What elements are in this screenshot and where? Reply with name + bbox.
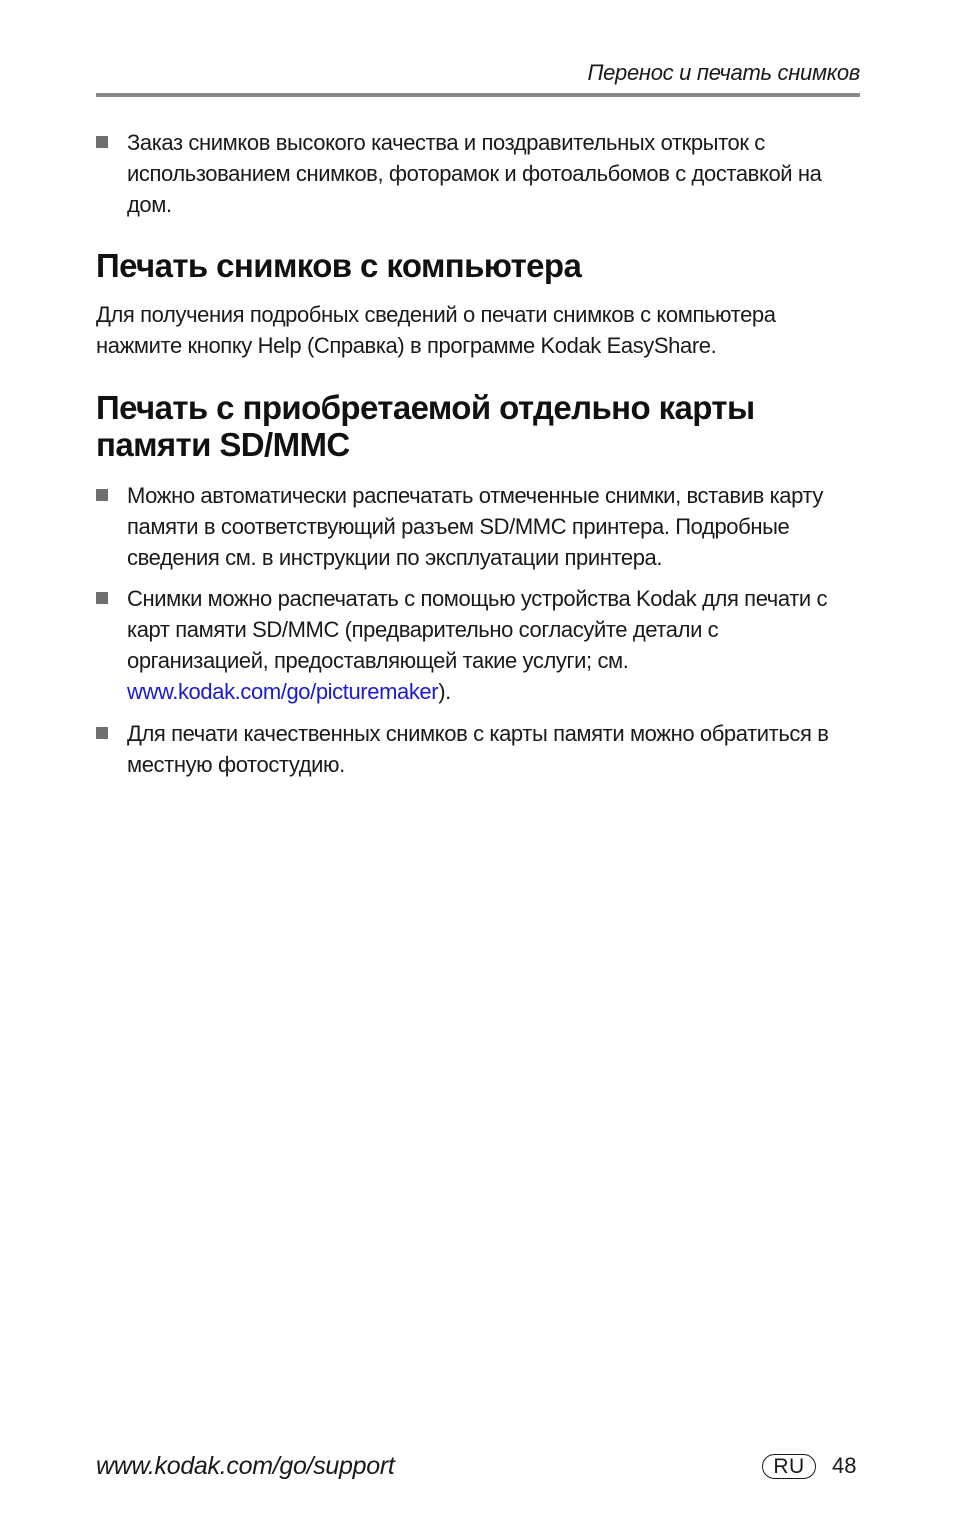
square-bullet-icon xyxy=(96,136,108,148)
list-item-text xyxy=(127,583,860,707)
language-badge: RU xyxy=(762,1454,816,1479)
section-paragraph-computer: Для получения подробных сведений о печати снимков с компьютера нажмите кнопку Help (Справка) в программе Kodak EasyShare. xyxy=(96,302,776,358)
page-number: 48 xyxy=(832,1453,857,1478)
list-item-text: Для печати качественных снимков с карты памяти можно обратиться в местную фотостудию. xyxy=(127,721,829,777)
square-bullet-icon xyxy=(96,489,108,501)
square-bullet-icon xyxy=(96,592,108,604)
list-item-text-before-link: Снимки можно распечатать с помощью устройства Kodak для печати с карт памяти SD/MMC (предварительно согласуйте детали с организацией, предоставляющей такие услуги; см. xyxy=(127,586,828,673)
list-item-text-after-link: ). xyxy=(438,679,451,704)
section-heading-memory-card: Печать с приобретаемой отдельно карты памяти SD/MMC xyxy=(96,389,755,463)
list-item xyxy=(96,583,860,707)
list-item-text: Можно автоматически распечатать отмеченные снимки, вставив карту памяти в соответствующий разъем SD/MMC принтера. Подробные сведения см. в инструкции по эксплуатации принтера. xyxy=(127,483,823,570)
picturemaker-link[interactable]: www.kodak.com/go/picturemaker xyxy=(127,679,439,704)
list-item xyxy=(96,718,860,780)
square-bullet-icon xyxy=(96,727,108,739)
running-header: Перенос и печать снимков xyxy=(587,60,860,85)
list-item-text: Заказ снимков высокого качества и поздравительных открыток с использованием снимков, фоторамок и фотоальбомов с доставкой на дом. xyxy=(127,130,822,217)
footer-support-url: www.kodak.com/go/support xyxy=(96,1452,395,1480)
list-item xyxy=(96,127,860,220)
header-rule xyxy=(96,93,860,97)
list-item xyxy=(96,480,860,573)
section-heading-computer: Печать снимков с компьютера xyxy=(96,247,582,284)
